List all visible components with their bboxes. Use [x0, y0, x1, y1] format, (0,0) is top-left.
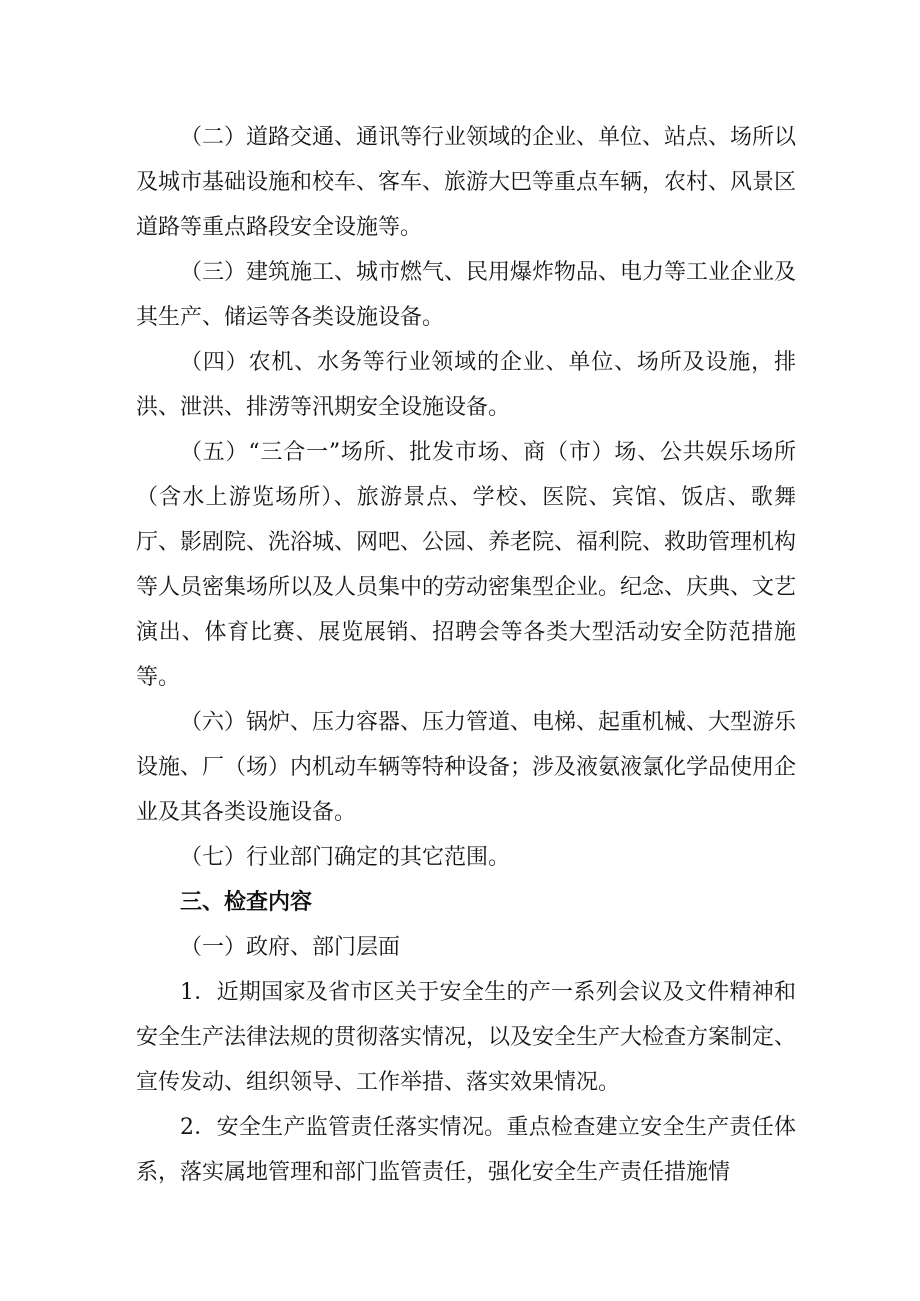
paragraph-scope-4: （四）农机、水务等行业领域的企业、单位、场所及设施，排洪、泄洪、排涝等汛期安全设施设备。 — [136, 350, 796, 420]
paragraph-scope-3: （三）建筑施工、城市燃气、民用爆炸物品、电力等工业企业及其生产、储运等各类设施设备。 — [136, 260, 797, 330]
section-heading: 三、检查内容 — [180, 890, 313, 915]
paragraph-item-1: 1．近期国家及省市区关于安全生的产一系列会议及文件精神和安全生产法律法规的贯彻落实情况，以及安全生产大检查方案制定、宣传发动、组织领导、工作举措、落实效果情况。 — [136, 980, 797, 1095]
paragraph-scope-2: （二）道路交通、通讯等行业领域的企业、单位、站点、场所以及城市基础设施和校车、客车、旅游大巴等重点车辆，农村、风景区道路等重点路段安全设施等。 — [136, 125, 797, 240]
subsection-title: （一）政府、部门层面 — [180, 935, 401, 960]
document-body — [136, 115, 796, 1195]
paragraph-item-2: 2．安全生产监管责任落实情况。重点检查建立安全生产责任体系，落实属地管理和部门监管责任，强化安全生产责任措施情 — [136, 1115, 796, 1185]
paragraph-scope-5: （五）“三合一”场所、批发市场、商（市）场、公共娱乐场所（含水上游览场所）、旅游景点、学校、医院、宾馆、饭店、歌舞厅、影剧院、洗浴城、网吧、公园、养老院、福利院、救助管理机构等人员密集场所以及人员集中的劳动密集型企业。纪念、庆典、文艺演出、体育比赛、展览展销、招聘会等各类大型活动安全防范措施等。 — [136, 440, 797, 690]
paragraph-scope-7: （七）行业部门确定的其它范围。 — [180, 845, 511, 870]
paragraph-scope-6: （六）锅炉、压力容器、压力管道、电梯、起重机械、大型游乐设施、厂（场）内机动车辆等特种设备；涉及液氨液氯化学品使用企业及其各类设施设备。 — [136, 710, 797, 825]
